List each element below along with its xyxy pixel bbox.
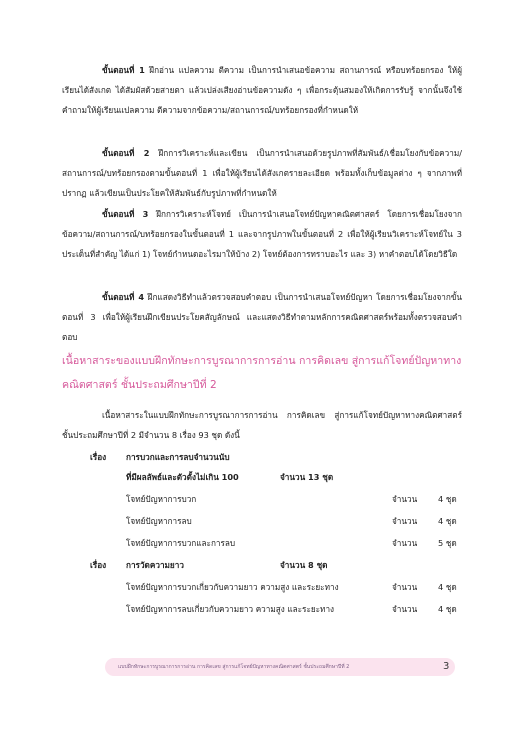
item-name: โจทย์ปัญหาการลบเกี่ยวกับความยาว ความสูง และระยะทาง <box>126 604 335 614</box>
section-heading: เนื้อหาสาระของแบบฝึกทักษะการบูรณาการการอ่าน การคิดเลข สู่การแก้โจทย์ปัญหาทางคณิตศาสตร์ ชั้นประถมศึกษาปีที่ 2 <box>62 355 462 391</box>
list-item <box>62 533 462 553</box>
step-2-paragraph <box>62 143 462 203</box>
step-3-label: ขั้นตอนที่ 3 <box>102 209 149 219</box>
item-name: โจทย์ปัญหาการบวก <box>126 494 197 504</box>
item-unit: จำนวน <box>392 516 418 526</box>
step-2-label: ขั้นตอนที่ 2 <box>102 148 150 158</box>
topic-1-prefix: เรื่อง <box>90 452 107 462</box>
topic-2-prefix: เรื่อง <box>90 560 107 570</box>
item-name: โจทย์ปัญหาการบวกและการลบ <box>126 538 236 548</box>
topic-1-count: จำนวน 13 ชุด <box>280 472 334 482</box>
step-3-text: ฝึกการวิเคราะห์โจทย์ เป็นการนำเสนอโจทย์ปัญหาคณิตศาสตร์ โดยการเชื่อมโยงจากข้อความ/สถานการณ์/บทร้อยกรองในขั้นตอนที่ 1 และจากรูปภาพในขั้นตอนที่ 2 เพื่อให้ผู้เรียนวิเคราะห์โจทย์ใน 3 ประเด็นที่สำคัญ ได้แก่ 1) โจทย์กำหนดอะไรมาให้บ้าง 2) โจทย์ต้องการทราบอะไร และ 3) หาคำตอบได้โดยวิธีใด <box>62 209 462 259</box>
topic-2-header <box>62 555 462 575</box>
step-1-paragraph <box>62 60 462 120</box>
item-sets: 4 ชุด <box>438 494 457 504</box>
item-sets: 4 ชุด <box>438 582 457 592</box>
item-name: โจทย์ปัญหาการบวกเกี่ยวกับความยาว ความสูง และระยะทาง <box>126 582 339 592</box>
topic-1-title-line2: ที่มีผลลัพธ์และตัวตั้งไม่เกิน 100 <box>126 472 239 482</box>
item-unit: จำนวน <box>392 604 418 614</box>
footer-title: แบบฝึกทักษะการบูรณาการการอ่าน การคิดเลข สู่การแก้โจทย์ปัญหาทางคณิตศาสตร์ ชั้นประถมศึกษาปีที่ 2 <box>118 664 350 670</box>
list-item <box>62 511 462 531</box>
topic-2-count: จำนวน 8 ชุด <box>280 560 328 570</box>
step-3-paragraph <box>62 204 462 264</box>
step-4-paragraph <box>62 287 462 347</box>
step-4-text: ฝึกแสดงวิธีทำแล้วตรวจสอบคำตอบ เป็นการนำเสนอโจทย์ปัญหา โดยการเชื่อมโยงจากขั้นตอนที่ 3 เพื่อให้ผู้เรียนฝึกเขียนประโยคสัญลักษณ์ และแสดงวิธีทำตามหลักการคณิตศาสตร์พร้อมทั้งตรวจสอบคำตอบ <box>62 292 462 342</box>
item-unit: จำนวน <box>392 494 418 504</box>
item-sets: 4 ชุด <box>438 516 457 526</box>
item-sets: 4 ชุด <box>438 604 457 614</box>
topic-1-title: การบวกและการลบจำนวนนับ <box>126 452 230 462</box>
item-sets: 5 ชุด <box>438 538 457 548</box>
topic-1-header <box>62 447 462 467</box>
step-2-text: ฝึกการวิเคราะห์และเขียน เป็นการนำเสนอด้วยรูปภาพที่สัมพันธ์/เชื่อมโยงกับข้อความ/สถานการณ์/บทร้อยกรองตามขั้นตอนที่ 1 เพื่อให้ผู้เรียนได้สังเกตรายละเอียด พร้อมทั้งเก็บข้อมูลต่าง ๆ จากภาพที่ปรากฏ แล้วเขียนเป็นประโยคให้สัมพันธ์กับรูปภาพที่กำหนดให้ <box>62 148 462 198</box>
page-number: 3 <box>443 661 450 672</box>
topic-1-subheader <box>62 467 462 487</box>
list-item <box>62 577 462 597</box>
item-unit: จำนวน <box>392 582 418 592</box>
topic-2-title: การวัดความยาว <box>126 560 184 570</box>
list-item <box>62 489 462 509</box>
item-unit: จำนวน <box>392 538 418 548</box>
step-1-label: ขั้นตอนที่ 1 <box>102 65 145 75</box>
step-4-label: ขั้นตอนที่ 4 <box>102 292 145 302</box>
section-intro <box>62 405 462 445</box>
section-intro-text: เนื้อหาสาระในแบบฝึกทักษะการบูรณาการการอ่าน การคิดเลข สู่การแก้โจทย์ปัญหาทางคณิตศาสตร์ ชั้นประถมศึกษาปีที่ 2 มีจำนวน 8 เรื่อง 93 ชุด ดังนี้ <box>62 410 462 440</box>
item-name: โจทย์ปัญหาการลบ <box>126 516 192 526</box>
step-1-text: ฝึกอ่าน แปลความ ตีความ เป็นการนำเสนอข้อความ สถานการณ์ หรือบทร้อยกรอง ให้ผู้เรียนได้สังเกต ได้สัมผัสด้วยสายตา แล้วเปล่งเสียงอ่านข้อความดัง ๆ เพื่อกระตุ้นสมองให้เกิดการรับรู้ จากนั้นจึงใช้คำถามให้ผู้เรียนแปลความ ตีความจากข้อความ/สถานการณ์/บทร้อยกรองที่กำหนดให้ <box>62 65 462 115</box>
list-item <box>62 599 462 619</box>
